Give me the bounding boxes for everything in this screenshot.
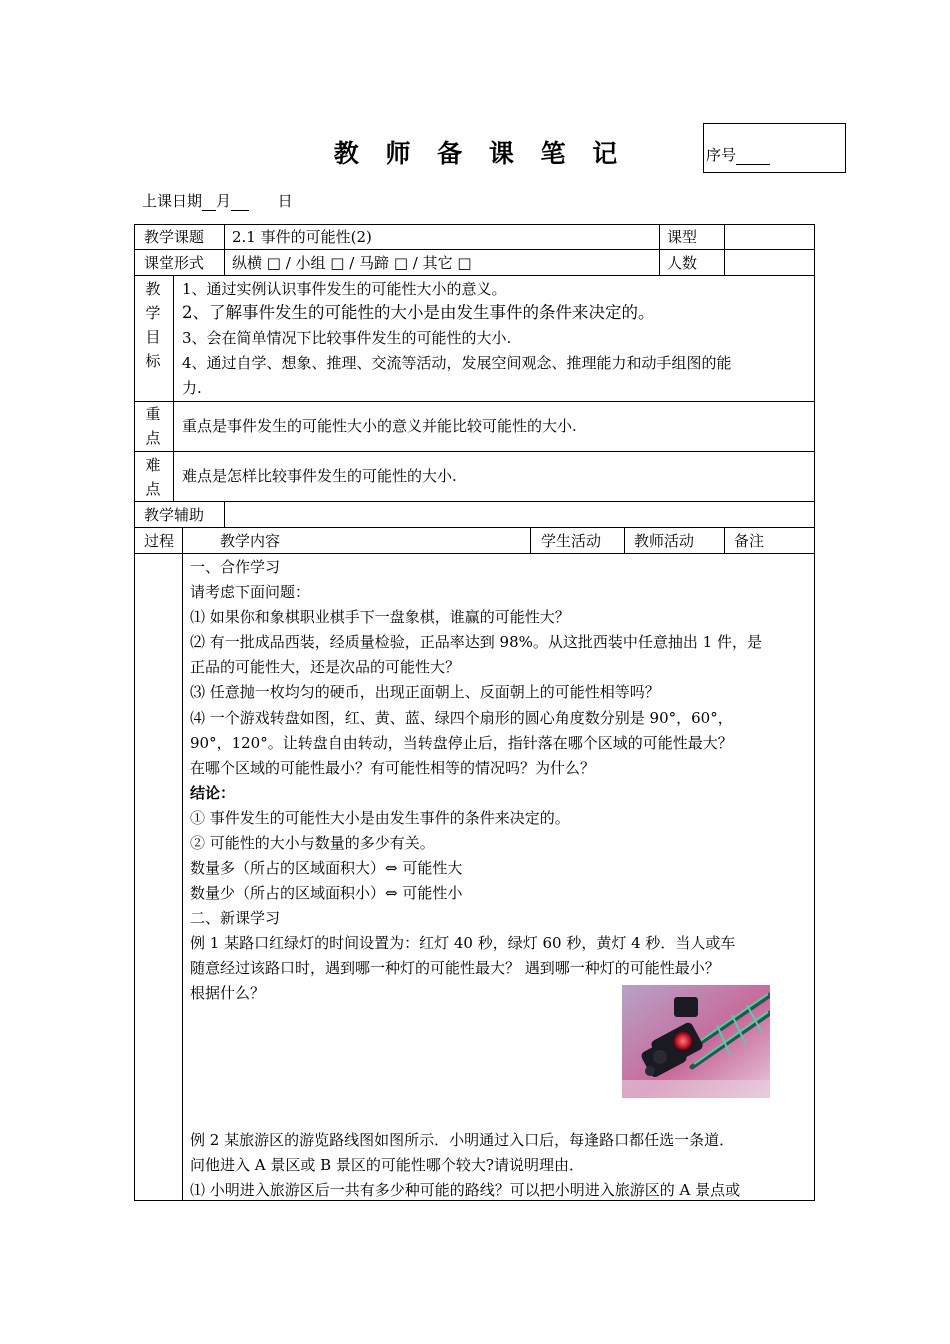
row-divider [134, 249, 815, 250]
content-line: 在哪个区域的可能性最小？有可能性相等的情况吗？为什么？ [190, 759, 596, 777]
header-process: 过程 [144, 532, 175, 550]
serial-number-box [703, 123, 846, 173]
column-divider [530, 527, 531, 553]
column-divider [224, 501, 225, 527]
date-month-blank[interactable] [202, 196, 216, 211]
content-line: 随意经过该路口时，遇到哪一种灯的可能性最大？ 遇到哪一种灯的可能性最小？ [190, 959, 720, 977]
content-line: 例 1 某路口红绿灯的时间设置为：红灯 40 秒，绿灯 60 秒，黄灯 4 秒．当人或车 [190, 934, 736, 952]
content-line: 根据什么？ [190, 984, 266, 1002]
content-line: 一、合作学习 [190, 558, 281, 576]
column-divider [659, 224, 660, 275]
row-divider [134, 401, 815, 402]
objective-item: 力. [182, 379, 202, 397]
content-line: ⑴ 小明进入旅游区后一共有多少种可能的路线？可以把小明进入旅游区的 A 景点或 [190, 1181, 741, 1199]
content-line: 正品的可能性大，还是次品的可能性大？ [190, 658, 461, 676]
row-divider [134, 451, 815, 452]
row-divider [134, 501, 815, 502]
form-label: 课堂形式 [144, 254, 205, 272]
objective-item: 1、通过实例认识事件发生的可能性大小的意义。 [182, 280, 507, 298]
content-line: 请考虑下面问题： [190, 583, 311, 601]
header-teacher-activity: 教师活动 [634, 532, 695, 550]
teaching-aids-label: 教学辅助 [144, 506, 205, 524]
serial-number-blank[interactable] [736, 152, 770, 165]
class-date: 上课日期 月 日 [142, 192, 293, 210]
objective-item: 4、通过自学、想象、推理、交流等活动，发展空间观念、推理能力和动手组图的能 [182, 354, 732, 372]
difficulty-value: 难点是怎样比较事件发生的可能性的大小. [182, 467, 457, 485]
key-points-value: 重点是事件发生的可能性大小的意义并能比较可能性的大小. [182, 417, 577, 435]
type-label: 课型 [667, 228, 698, 246]
content-line: 数量少（所占的区域面积小）⇔ 可能性小 [190, 884, 463, 902]
column-divider [724, 527, 725, 553]
difficulty-label: 难 点 [145, 456, 161, 498]
form-options[interactable]: 纵横 □ / 小组 □ / 马蹄 □ / 其它 □ [232, 254, 472, 272]
column-divider [624, 527, 625, 553]
key-points-label: 重 点 [145, 405, 161, 447]
column-divider [173, 275, 174, 501]
count-label: 人数 [667, 254, 698, 272]
header-student-activity: 学生活动 [541, 532, 602, 550]
content-line: 数量多（所占的区域面积大）⇔ 可能性大 [190, 859, 463, 877]
column-divider [724, 224, 725, 275]
content-line: ① 事件发生的可能性大小是由发生事件的条件来决定的。 [190, 809, 570, 827]
header-notes: 备注 [734, 532, 765, 550]
row-divider [134, 527, 815, 528]
date-day-blank[interactable] [231, 196, 249, 211]
topic-value[interactable]: 2.1 事件的可能性(2) [232, 228, 372, 246]
traffic-light-illustration [622, 985, 770, 1098]
content-line: 90°，120°。让转盘自由转动，当转盘停止后，指针落在哪个区域的可能性最大？ [190, 734, 733, 752]
column-divider [182, 527, 183, 1201]
objective-item: 2、了解事件发生的可能性的大小是由发生事件的条件来决定的。 [182, 303, 655, 322]
content-line: ⑴ 如果你和象棋职业棋手下一盘象棋，谁赢的可能性大？ [190, 608, 570, 626]
objective-item: 3、会在简单情况下比较事件发生的可能性的大小. [182, 329, 512, 347]
row-divider [134, 553, 815, 554]
content-line: 问他进入 A 景区或 B 景区的可能性哪个较大?请说明理由． [190, 1156, 584, 1174]
topic-label: 教学课题 [144, 228, 205, 246]
column-divider [224, 224, 225, 275]
page-title: 教 师 备 课 笔 记 [333, 139, 627, 168]
content-line: ⑷ 一个游戏转盘如图，红、黄、蓝、绿四个扇形的圆心角度数分别是 90°，60°， [190, 709, 733, 727]
conclusion-heading: 结论： [190, 784, 236, 802]
content-line: 例 2 某旅游区的游览路线图如图所示．小明通过入口后，每逢路口都任选一条道． [190, 1131, 735, 1149]
objectives-label: 教 学 目 标 [145, 280, 161, 370]
row-divider [134, 275, 815, 276]
traffic-light-image [622, 985, 770, 1098]
content-line: 二、新课学习 [190, 909, 281, 927]
serial-number-label: 序号 [706, 144, 770, 165]
content-line: ⑶ 任意抛一枚均匀的硬币，出现正面朝上、反面朝上的可能性相等吗？ [190, 683, 660, 701]
content-line: ⑵ 有一批成品西装，经质量检验，正品率达到 98%。从这批西装中任意抽出 1 件，是 [190, 633, 762, 651]
content-line: ② 可能性的大小与数量的多少有关。 [190, 834, 435, 852]
header-content: 教学内容 [220, 532, 281, 550]
